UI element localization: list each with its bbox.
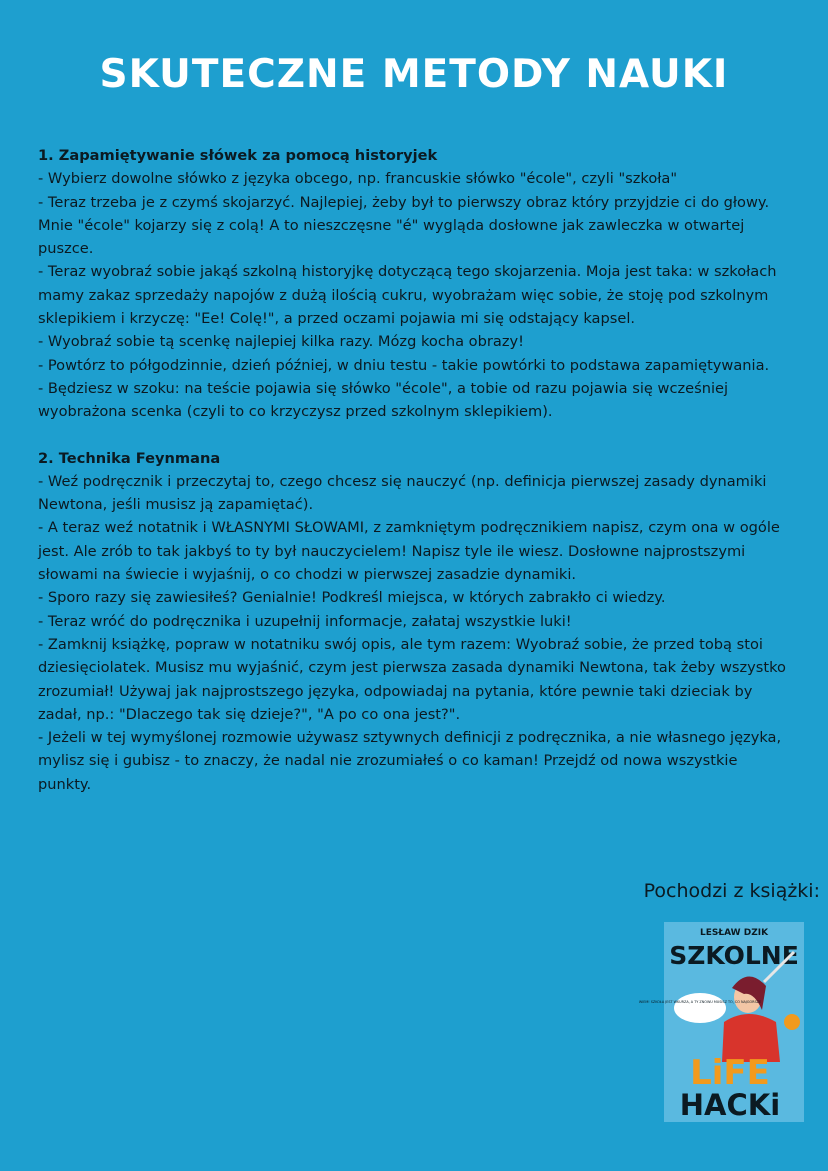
- cover-author: LESŁAW DZIK: [699, 928, 769, 938]
- paragraph: - A teraz weź notatnik i WŁASNYMI SŁOWAMI, z zamkniętym podręcznikiem napisz, czym ona w ogóle jest. Ale zrób to tak jakbyś to ty był nauczycielem! Napisz tyle ile wiesz. Dosłowne najprostszymi słowami na świecie i wyjaśnij, o co chodzi w pierwszej zasadzie dynamiki.: [38, 519, 780, 584]
- cover-title-top: SZKOLNE: [669, 941, 799, 970]
- paragraph: - Weź podręcznik i przeczytaj to, czego chcesz się nauczyć (np. definicja pierwszej zasady dynamiki Newtona, jeśli musisz ją zapamiętać).: [38, 472, 767, 514]
- cover-title-middle: LiFE: [690, 1053, 770, 1093]
- section-heading: 2. Technika Feynmana: [38, 449, 221, 467]
- paragraph: - Sporo razy się zawiesiłeś? Genialnie! Podkreśl miejsca, w których zabrakło ci wiedzy.: [38, 589, 666, 607]
- paragraph: - Powtórz to półgodzinnie, dzień później, w dniu testu - takie powtórki to podstawa zapamiętywania.: [38, 356, 770, 374]
- paragraph: - Jeżeli w tej wymyślonej rozmowie używasz sztywnych definicji z podręcznika, a nie własnego języka, mylisz się i gubisz - to znaczy, że nadal nie zrozumiałeś o co kaman! Przejdź od nowa wszystkie punkty.: [38, 729, 782, 793]
- paragraph: - Teraz trzeba je z czymś skojarzyć. Najlepiej, żeby był to pierwszy obraz który przyjdzie ci do głowy. Mnie "école" kojarzy się z colą! A to nieszczęsne "é" wygląda dosłowne jak zawleczka w otwartej puszce.: [38, 193, 770, 258]
- paragraph: - Będziesz w szoku: na teście pojawia się słówko "école", a tobie od razu pojawia się wcześniej wyobrażona scenka (czyli to co krzyczysz przed szkolnym sklepikiem).: [38, 379, 729, 421]
- section-heading: 1. Zapamiętywanie słówek za pomocą historyjek: [38, 147, 438, 164]
- paragraph: - Wybierz dowolne słówko z języka obcego, np. francuskie słówko "école", czyli "szkoła": [38, 170, 678, 188]
- paragraph: - Wyobraź sobie tą scenkę najlepiej kilka razy. Mózg kocha obrazy!: [38, 333, 524, 351]
- section-feynman: [38, 447, 790, 796]
- source-label: Pochodzi z książki:: [643, 880, 820, 902]
- cover-speech-bubble: WIEM! SZKOŁA JEST WKURZA, A TY ZNOWU MUSISZ TO, CO NAJGORSZE: [638, 1000, 762, 1004]
- book-cover-image: [638, 922, 804, 1122]
- section-story-method: [38, 144, 790, 424]
- article-body: [38, 144, 790, 796]
- cover-title-bottom: HACKi: [679, 1088, 781, 1122]
- paragraph: - Teraz wyobraź sobie jakąś szkolną historyjkę dotyczącą tego skojarzenia. Moja jest taka: w szkołach mamy zakaz sprzedaży napojów z dużą ilością cukru, wyobrażam więc sobie, że stoję pod szkolnym sklepikiem i krzyczę: "Ee! Colę!", a przed oczami pojawia mi się odstający kapsel.: [38, 263, 777, 328]
- paragraph: - Teraz wróć do podręcznika i uzupełnij informacje, załataj wszystkie luki!: [38, 612, 572, 630]
- paragraph: - Zamknij książkę, popraw w notatniku swój opis, ale tym razem: Wyobraź sobie, że przed tobą stoi dziesięciolatek. Musisz mu wyjaśnić, czym jest pierwsza zasada dynamiki Newtona, tak żeby wszystko zrozumiał! Używaj jak najprostszego języka, odpowiadaj na pytania, które pewnie taki dzieciak by zadał, np.: "Dlaczego tak się dzieje?", "A po co ona jest?".: [38, 635, 786, 723]
- page-title: SKUTECZNE METODY NAUKI: [99, 52, 729, 97]
